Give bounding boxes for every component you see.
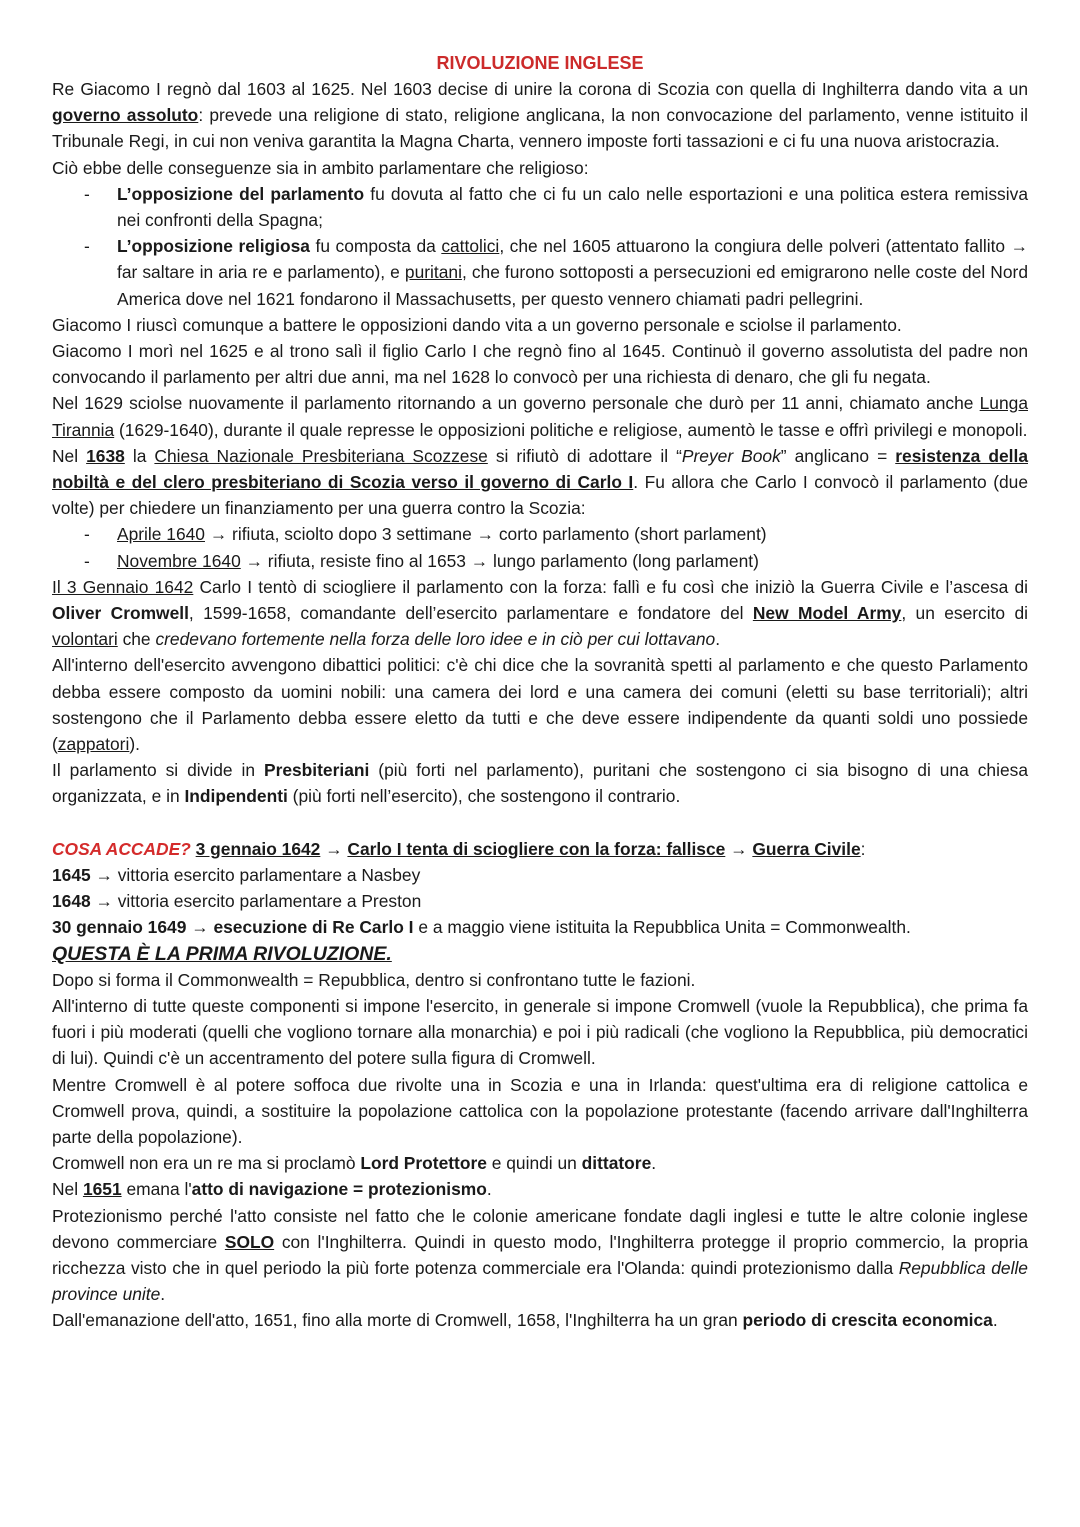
term: New Model Army xyxy=(752,603,902,624)
list-item xyxy=(117,548,1028,574)
text: che xyxy=(117,629,156,650)
term: Repubblica delle province unite xyxy=(52,1257,1028,1305)
term: Lord Protettore xyxy=(360,1153,487,1174)
paragraph-protezionismo xyxy=(52,1203,1028,1308)
term: Lunga Tirannia xyxy=(52,393,1028,440)
paragraph-lunga-tirannia xyxy=(52,390,1028,442)
text: → rifiuta, resiste fino al 1653 → lungo parlamento (long parlament) xyxy=(240,550,759,571)
list-item xyxy=(117,181,1028,233)
timeline-1648 xyxy=(52,888,1028,914)
text: credevano fortemente nella forza delle loro idee e in ciò per cui lottavano xyxy=(155,629,716,650)
paragraph-guerra-civile xyxy=(52,574,1028,653)
date: 3 gennaio 1642 xyxy=(195,838,321,859)
text: → xyxy=(725,838,753,859)
text: , un esercito di xyxy=(901,603,1028,624)
text: emana l' xyxy=(121,1179,192,1200)
text: . xyxy=(715,629,721,650)
text: Nel 1629 sciolse nuovamente il parlamento ritornando a un governo personale che durò per 11 anni, chiamato anche xyxy=(52,393,980,414)
term: Chiesa Nazionale Presbiteriana Scozzese xyxy=(154,445,488,466)
text: e quindi un xyxy=(486,1153,582,1174)
governo-assoluto-term: governo assoluto xyxy=(52,105,199,126)
paragraph-crescita-economica xyxy=(52,1307,1028,1333)
text: → xyxy=(186,917,214,938)
date: 30 gennaio 1649 xyxy=(52,917,187,938)
text: . xyxy=(651,1153,657,1174)
text: , che furono sottoposti a persecuzioni ed emigrarono nelle coste del Nord America dove nel 1621 fondarono il Massachusetts, per questo vennero chiamati padri pellegrini. xyxy=(117,262,1028,309)
paragraph-lord-protettore xyxy=(52,1150,1028,1176)
opposizioni-list xyxy=(52,181,1028,312)
parlamenti-list xyxy=(52,521,1028,573)
term: zappatori xyxy=(57,734,130,755)
text: : xyxy=(860,838,866,859)
date: 1645 xyxy=(52,864,91,885)
text: All'interno dell'esercito avvengono dibattici politici: c'è chi dice che la sovranità spetti al parlamento e che questo Parlamento debba essere composto da uomini nobili: una camera dei lord e una camera dei comuni (eletti su base territoriali); altri sostengono che il Parlamento debba essere eletto da tutti e che deve essere indipendente da quanti soldi uno possiede ( xyxy=(52,655,1028,755)
date: 1648 xyxy=(52,891,91,912)
text: → vittoria esercito parlamentare a Preston xyxy=(90,891,422,912)
text: ” anglicano = xyxy=(780,445,896,466)
term: Presbiteriani xyxy=(263,760,370,781)
text: fu composta da xyxy=(309,236,442,257)
text: Il parlamento si divide in xyxy=(52,760,264,781)
text: con l'Inghilterra. Quindi in questo modo, l'Inghilterra protegge il proprio commercio, la propria ricchezza visto che in quel periodo la più forte potenza commerciale era l'Olanda: quindi protezionismo dalla xyxy=(52,1231,1028,1278)
text: la xyxy=(124,445,155,466)
paragraph-giacomo-intro xyxy=(52,76,1028,155)
timeline-1645 xyxy=(52,862,1028,888)
text: . Fu allora che Carlo I convocò il parlamento (due volte) per chiedere un finanziamento per una guerra contro la Scozia: xyxy=(52,472,1028,519)
paragraph-cromwell-impone: All'interno di tutte queste componenti si impone l'esercito, in generale si impone Cromwell (vuole la Repubblica), che prima fa fuori i più moderati (quelli che vogliono tornare alla monarchia) e poi i più radicali (che vogliono la Repubblica, più democratici di lui). Quindi c'è un accentramento del potere sulla figura di Cromwell. xyxy=(52,995,1028,1069)
text: Dall'emanazione dell'atto, 1651, fino alla morte di Cromwell, 1658, l'Inghilterra ha un gran xyxy=(52,1310,743,1331)
list-item xyxy=(117,521,1028,547)
text: . xyxy=(992,1310,998,1331)
term: dittatore xyxy=(581,1153,652,1174)
list-item xyxy=(117,233,1028,312)
paragraph-carlo-i: Giacomo I morì nel 1625 e al trono salì il figlio Carlo I che regnò fino al 1645. Continuò il governo assolutista del padre non convocando il parlamento per altri due anni, ma nel 1628 lo convocò per una richiesta di denaro, che gli fu negata. xyxy=(52,341,1028,388)
term: L’opposizione religiosa xyxy=(117,236,310,257)
term: atto di navigazione = protezionismo xyxy=(191,1179,487,1200)
term: volontari xyxy=(52,629,118,650)
text: (più forti nel parlamento), puritani che sostengono ci sia bisogno di una chiesa organizzata, e in xyxy=(52,760,1028,807)
term: resistenza della nobiltà e del clero presbiteriano di Scozia verso il governo di Carlo I xyxy=(52,445,1028,493)
text: si rifiutò di adottare il “ xyxy=(487,445,682,466)
text: Nel xyxy=(52,1179,83,1200)
spacer xyxy=(52,810,1028,836)
paragraph-dibattiti xyxy=(52,652,1028,757)
date: Aprile 1640 xyxy=(117,524,205,545)
date: 1638 xyxy=(86,445,125,466)
cosa-accade-label: COSA ACCADE? xyxy=(52,838,191,859)
term: L’opposizione del parlamento xyxy=(117,183,365,204)
text: e a maggio viene istituita la Repubblica Unita = Commonwealth. xyxy=(413,917,911,938)
text: . xyxy=(160,1284,166,1305)
document-title: RIVOLUZIONE INGLESE xyxy=(436,53,644,73)
term: puritani xyxy=(404,262,462,283)
term: Oliver Cromwell xyxy=(52,603,189,624)
text: → xyxy=(320,838,348,859)
text: Re Giacomo I regnò dal 1603 al 1625. Nel 1603 decise di unire la corona di Scozia con quella di Inghilterra dando vita a un xyxy=(52,79,1028,99)
text: , 1599-1658, comandante dell’esercito parlamentare e fondatore del xyxy=(188,603,753,624)
paragraph-rivolte: Mentre Cromwell è al potere soffoca due rivolte una in Scozia e una in Irlanda: quest'ultima era di religione cattolica e Cromwell prova, quindi, a sostituire la popolazione cattolica con la popolazione protestante (facendo arrivare dall'Inghilterra parte della popolazione). xyxy=(52,1074,1028,1147)
prima-rivoluzione-heading: QUESTA È LA PRIMA RIVOLUZIONE. xyxy=(52,942,392,965)
text: , che nel 1605 attuarono la congiura delle polveri (attentato fallito → far saltare in aria re e parlamento), e xyxy=(117,236,1028,283)
text: Nel xyxy=(52,445,87,466)
paragraph-fazioni xyxy=(52,757,1028,809)
text: Carlo I tentò di sciogliere il parlamento con la forza: fallì e fu così che iniziò la Guerra Civile e l’ascesa di xyxy=(193,576,1028,597)
term: Guerra Civile xyxy=(752,838,861,859)
term: SOLO xyxy=(224,1231,275,1252)
text: → rifiuta, sciolto dopo 3 settimane → corto parlamento (short parlament) xyxy=(204,524,767,545)
text: → vittoria esercito parlamentare a Nasbey xyxy=(90,864,421,885)
text: : prevede una religione di stato, religione anglicana, la non convocazione del parlamento, venne istituito il Tribunale Regi, in cui non veniva garantita la Magna Charta, vennero imposte forti tassazioni e ci fu una nuova aristocrazia. xyxy=(52,105,1028,152)
term: cattolici xyxy=(441,236,500,257)
term: Carlo I tenta di sciogliere con la forza: fallisce xyxy=(347,838,726,859)
paragraph-governo-personale: Giacomo I riuscì comunque a battere le opposizioni dando vita a un governo personale e sciolse il parlamento. xyxy=(52,314,902,335)
term: Indipendenti xyxy=(184,786,288,807)
paragraph-atto-navigazione xyxy=(52,1176,1028,1202)
term: periodo di crescita economica xyxy=(742,1310,993,1331)
text: Protezionismo perché l'atto consiste nel fatto che le colonie americane fondate dagli inglesi e tutte le altre colonie inglese devono commerciare xyxy=(52,1205,1028,1252)
term: Preyer Book xyxy=(681,445,781,466)
paragraph-1638 xyxy=(52,443,1028,522)
text: ). xyxy=(129,734,140,755)
text: (più forti nell’esercito), che sostengono il contrario. xyxy=(287,786,681,807)
date: Novembre 1640 xyxy=(117,550,241,571)
date: Il 3 Gennaio 1642 xyxy=(52,576,194,597)
timeline-1649 xyxy=(52,914,1028,940)
cosa-accade-line xyxy=(52,836,1028,862)
paragraph-commonwealth: Dopo si forma il Commonwealth = Repubblica, dentro si confrontano tutte le fazioni. xyxy=(52,969,696,990)
term: esecuzione di Re Carlo I xyxy=(213,917,414,938)
paragraph-conseguenze: Ciò ebbe delle conseguenze sia in ambito parlamentare che religioso: xyxy=(52,157,589,178)
text: (1629-1640), durante il quale represse le opposizioni politiche e religiose, aumentò le tasse e offrì privilegi e monopoli. xyxy=(114,419,1028,440)
text: . xyxy=(486,1179,492,1200)
text: fu dovuta al fatto che ci fu un calo nelle esportazioni e una politica estera remissiva nei confronti della Spagna; xyxy=(117,183,1028,231)
date: 1651 xyxy=(82,1179,122,1200)
text: Cromwell non era un re ma si proclamò xyxy=(52,1153,361,1174)
